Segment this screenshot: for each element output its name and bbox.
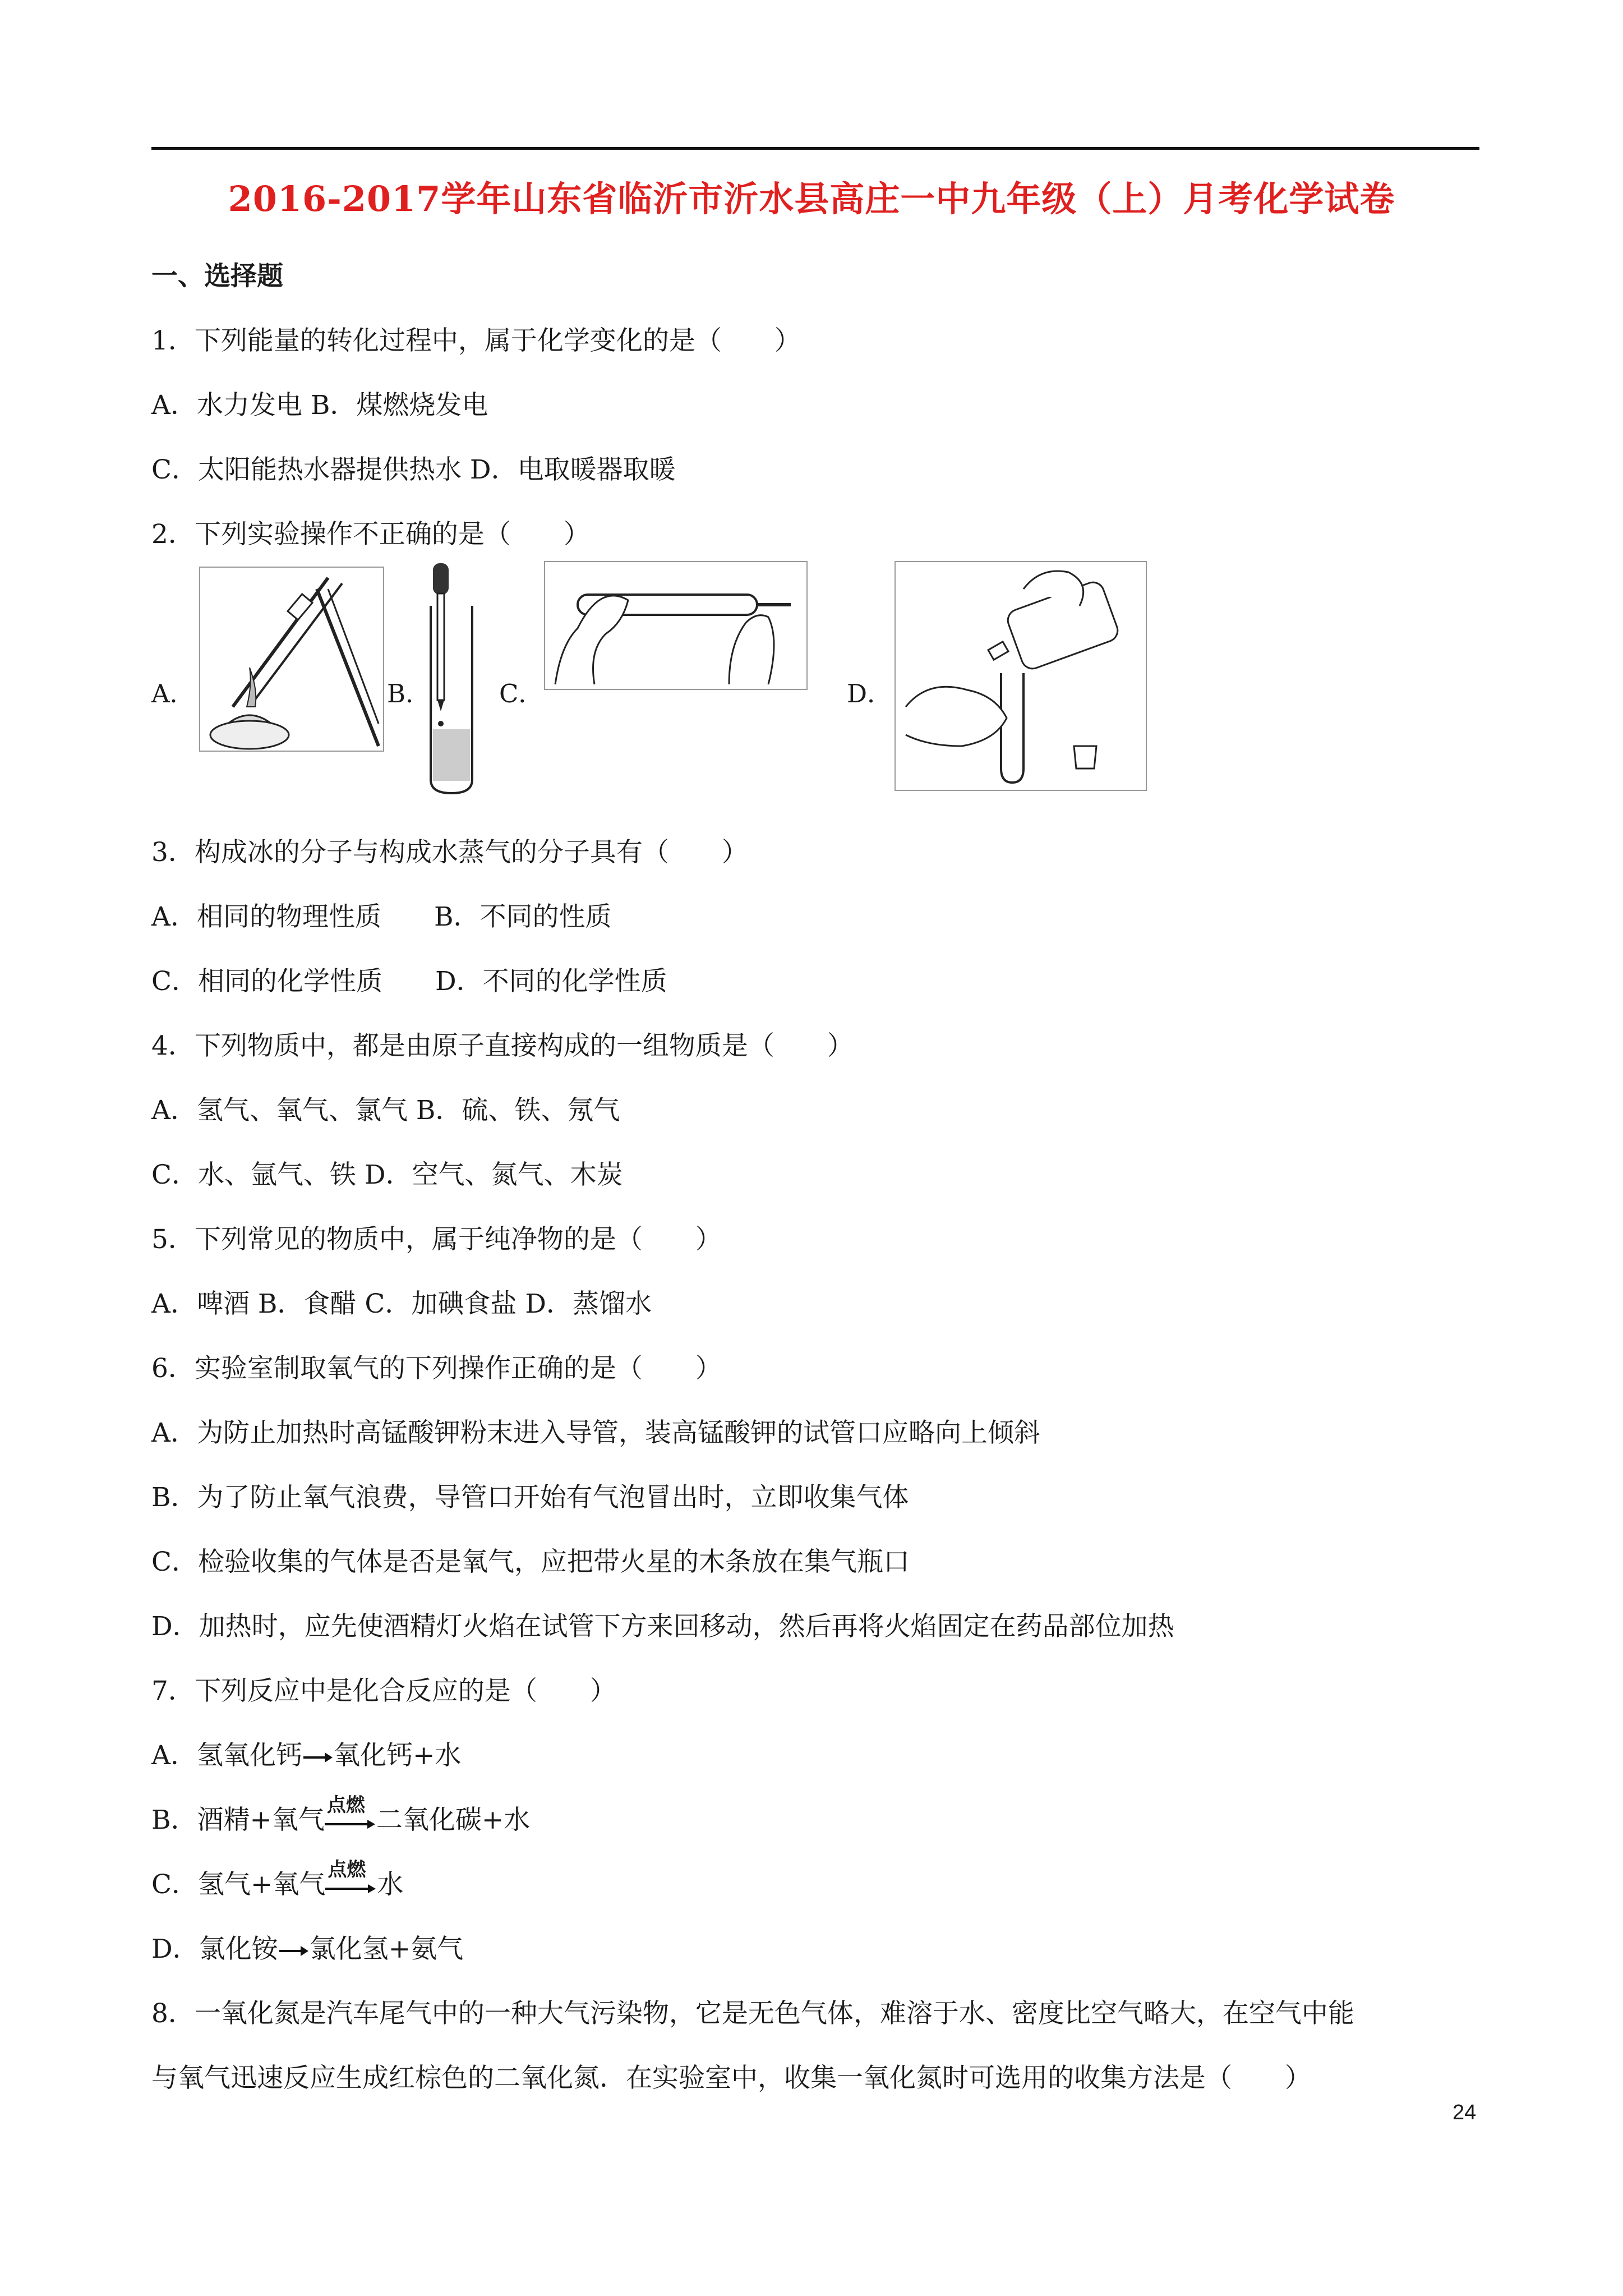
q1-stem: 1．下列能量的转化过程中，属于化学变化的是（ ）	[151, 325, 801, 356]
section-heading: 一、选择题	[151, 261, 283, 292]
q7-stem: 7．下列反应中是化合反应的是（ ）	[151, 1676, 616, 1706]
page-number: 24	[1453, 2101, 1477, 2124]
q6-option-b: B．为了防止氧气浪费，导管口开始有气泡冒出时，立即收集气体	[151, 1482, 909, 1513]
exam-title: 2016-2017学年山东省临沂市沂水县高庄一中九年级（上）月考化学试卷	[228, 178, 1395, 219]
q1-options-cd: C．太阳能热水器提供热水 D．电取暖器取暖	[151, 454, 676, 485]
reaction-arrow-icon	[302, 1749, 334, 1766]
q3-options-cd: C．相同的化学性质 D．不同的化学性质	[151, 966, 667, 997]
q2-figure-c-shaking-test-tube	[544, 561, 808, 690]
q7c-reactant: C．氢气+氧气	[151, 1869, 326, 1900]
q7d-reactant: D．氯化铵	[151, 1934, 278, 1964]
q7-option-d	[151, 1928, 463, 1966]
q6-stem: 6．实验室制取氧气的下列操作正确的是（ ）	[151, 1353, 722, 1384]
q2-stem: 2．下列实验操作不正确的是（ ）	[151, 519, 590, 550]
q2-figure-d-pouring-liquid	[895, 561, 1147, 791]
q7b-reactant: B．酒精+氧气	[151, 1805, 325, 1835]
q3-stem: 3．构成冰的分子与构成水蒸气的分子具有（ ）	[151, 837, 748, 868]
q7-option-b	[151, 1795, 531, 1838]
q7d-product: 氯化氢+氨气	[309, 1934, 464, 1964]
q8-stem-line1: 8．一氧化氮是汽车尾气中的一种大气污染物，它是无色气体，难溶于水、密度比空气略大，在空气中能	[151, 1998, 1354, 2029]
q4-stem: 4．下列物质中，都是由原子直接构成的一组物质是（ ）	[151, 1030, 854, 1061]
q8-stem-line2: 与氧气迅速反应生成红棕色的二氧化氮．在实验室中，收集一氧化氮时可选用的收集方法是（ ）	[151, 2063, 1311, 2093]
q2-figure-a-heating-test-tube	[199, 567, 384, 752]
q6-option-c: C．检验收集的气体是否是氧气，应把带火星的木条放在集气瓶口	[151, 1547, 910, 1577]
q7a-product: 氧化钙+水	[333, 1740, 462, 1771]
q5-stem: 5．下列常见的物质中，属于纯净物的是（ ）	[151, 1224, 722, 1255]
q7b-reaction-arrow	[325, 1795, 376, 1838]
q2-label-a: A．	[151, 679, 195, 708]
q2-label-b: B．	[387, 679, 431, 708]
q6-option-d: D．加热时，应先使酒精灯火焰在试管下方来回移动，然后再将火焰固定在药品部位加热	[151, 1611, 1174, 1642]
q1-options-ab: A．水力发电 B．煤燃烧发电	[151, 390, 488, 421]
q7c-condition: 点燃	[328, 1859, 366, 1880]
q2-label-c: C．	[499, 679, 544, 708]
reaction-arrow-icon	[325, 1819, 376, 1830]
reaction-arrow-icon	[278, 1943, 310, 1959]
q4-options-cd: C．水、氩气、铁 D．空气、氮气、木炭	[151, 1159, 623, 1190]
q6-option-a: A．为防止加热时高锰酸钾粉末进入导管，装高锰酸钾的试管口应略向上倾斜	[151, 1418, 1040, 1448]
header-rule	[151, 147, 1479, 150]
q7-option-c	[151, 1859, 404, 1902]
q2-figure-b-dropper-in-tube	[426, 561, 477, 797]
q5-options: A．啤酒 B．食醋 C．加碘食盐 D．蒸馏水	[151, 1289, 652, 1319]
q7a-reactant: A．氢氧化钙	[151, 1740, 302, 1771]
q7-option-a	[151, 1734, 461, 1772]
q2-label-d: D．	[847, 679, 893, 708]
q4-options-ab: A．氢气、氧气、氯气 B．硫、铁、氖气	[151, 1095, 620, 1126]
q7b-product: 二氧化碳+水	[376, 1805, 531, 1835]
q7b-condition: 点燃	[326, 1795, 365, 1816]
q7c-reaction-arrow	[325, 1859, 377, 1902]
q3-options-ab: A．相同的物理性质 B．不同的性质	[151, 901, 612, 932]
reaction-arrow-icon	[325, 1883, 377, 1894]
q7c-product: 水	[377, 1869, 404, 1900]
